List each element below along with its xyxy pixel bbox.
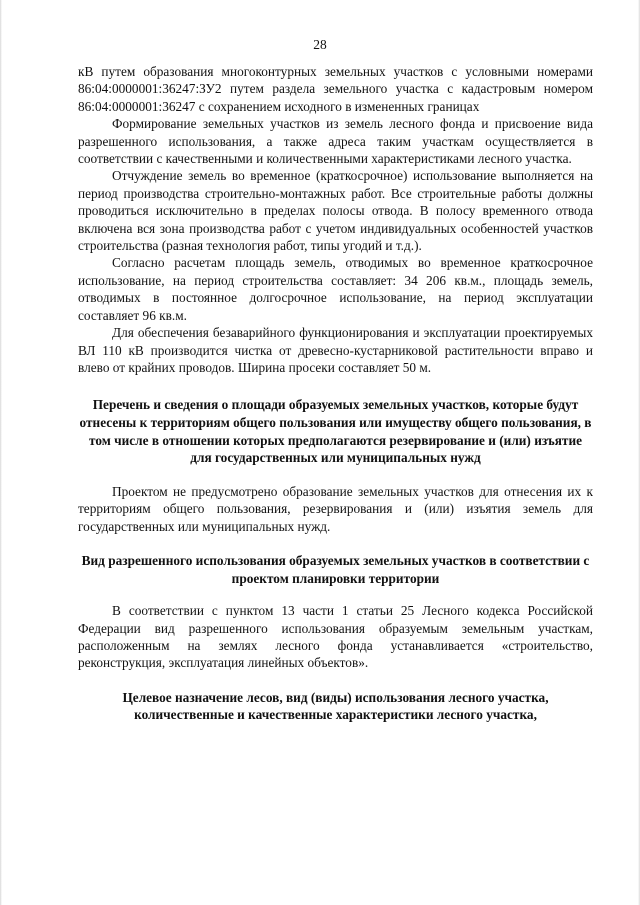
document-body bbox=[78, 63, 593, 724]
paragraph-temporary-use: Отчуждение земель во временное (краткосрочное) использование выполняется на период производства строительно-монтажных работ. Все строительные работы должны проводиться исключительно в пределах полосы отвода. В полосу временного отвода включена вся зона производства работ с учетом индивидуальных особенностей участков строительства (разная технология работ, типы угодий и т.д.). bbox=[78, 168, 593, 254]
page-number: 28 bbox=[313, 37, 327, 52]
paragraph-clearing: Для обеспечения безаварийного функционирования и эксплуатации проектируемых ВЛ 110 кВ производится чистка от древесно-кустарниковой растительности вправо и влево от крайних проводов. Ширина просеки составляет 50 м. bbox=[78, 325, 593, 375]
scan-left-edge bbox=[0, 0, 2, 905]
paragraph-public-land: Проектом не предусмотрено образование земельных участков для отнесения их к территориям общего пользования, резервирования и (или) изъятия земель для государственных или муниципальных нужд. bbox=[78, 483, 593, 534]
paragraph-permitted-use: В соответствии с пунктом 13 части 1 статьи 25 Лесного кодекса Российской Федерации вид разрешенного использования образуемым земельным участкам, расположенным на землях лесного фонда устанавливается «строительство, реконструкция, эксплуатация линейных объектов». bbox=[78, 603, 593, 671]
section-heading-forest-purpose: Целевое назначение лесов, вид (виды) использования лесного участка, количественные и качественные характеристики лесного участка, bbox=[122, 689, 549, 723]
section-heading-permitted-use: Вид разрешенного использования образуемых земельных участков в соответствии с проектом планировки территории bbox=[81, 552, 590, 586]
paragraph-continuation: кВ путем образования многоконтурных земельных участков с условными номерами 86:04:0000001:36247:ЗУ2 путем раздела земельного участка с кадастровым номером 86:04:0000001:36247 с сохранением исходного в измененных границах bbox=[78, 64, 593, 114]
paragraph-formation: Формирование земельных участков из земель лесного фонда и присвоение вида разрешенного использования, а также адреса таким участкам осуществляется в соответствии с качественными и количественными характеристиками лесного участка. bbox=[78, 116, 593, 167]
section-heading-public-land: Перечень и сведения о площади образуемых земельных участков, которые будут отнесены к территориям общего пользования или имуществу общего пользования, в том числе в отношении которых предполагаются резервирование и (или) изъятие для государственных или муниципальных нужд bbox=[79, 397, 592, 466]
paragraph-area-calculation: Согласно расчетам площадь земель, отводимых во временное краткосрочное использование, на период строительства составляет: 34 206 кв.м., площадь земель, отводимых в постоянное долгосрочное использование, на период эксплуатации составляет 96 кв.м. bbox=[78, 255, 593, 323]
